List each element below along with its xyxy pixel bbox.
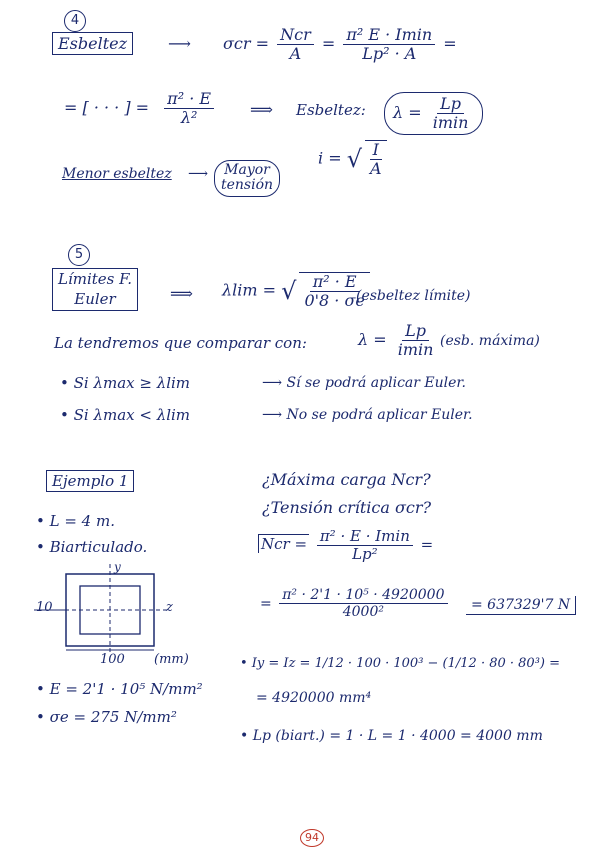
thickness-label: 10 [36, 600, 53, 615]
case-2-condition: • Si λmax < λlim [60, 406, 191, 424]
sqrt-sign: √ [281, 276, 297, 305]
denominator: 0'8 · σe [304, 290, 365, 310]
ncr-lhs: Ncr = [258, 534, 309, 553]
esbeltez-label: Esbeltez: [296, 101, 366, 119]
question-critical-stress: ¿Tensión crítica σcr? [262, 498, 432, 517]
esbeltez-heading: Esbeltez [52, 32, 133, 55]
width-label: 100 [100, 652, 125, 667]
denominator: A [370, 158, 382, 178]
slenderness-formula [64, 90, 217, 127]
lambda-definition [384, 92, 483, 135]
oval [214, 160, 280, 197]
inertia-result: = 4920000 mm⁴ [256, 690, 372, 706]
effective-length: • Lp (biart.) = 1 · L = 1 · 4000 = 4000 mm [240, 728, 543, 744]
menor-esbeltez: Menor esbeltez [62, 166, 172, 182]
arrow: ⟶ [188, 166, 209, 182]
ncr-formula [258, 528, 433, 563]
section-4-number: 4 [64, 10, 86, 32]
mayor: Mayor [224, 162, 270, 178]
compare-text: La tendremos que comparar con: [54, 334, 307, 352]
lambda-lhs: λ = [358, 329, 387, 349]
lambda-lhs: λ = [393, 102, 422, 122]
tension: tensión [221, 177, 274, 194]
given-elastic-modulus: • E = 2'1 · 10⁵ N/mm² [36, 680, 203, 698]
limites-euler-heading [52, 268, 138, 311]
axis-z-label: z [166, 600, 173, 615]
given-yield-stress: • σe = 275 N/mm² [36, 708, 177, 726]
denominator: 4000² [342, 604, 384, 621]
denominator: Lp² [352, 544, 378, 563]
heading-line-2: Euler [74, 289, 116, 308]
case-1-condition: • Si λmax ≥ λlim [60, 374, 191, 392]
lambda-max-formula [358, 322, 439, 359]
fraction-pi2e-lambda2 [164, 90, 214, 127]
denominator: imin [397, 339, 434, 359]
numerator: π² · E [164, 90, 214, 109]
numerator: π² E · Imin [343, 26, 435, 45]
case-2-result: ⟶ No se podrá aplicar Euler. [262, 407, 473, 423]
fraction-lp-imin [430, 95, 472, 132]
given-biarticulated: • Biarticulado. [36, 538, 148, 556]
ncr-result: = 637329'7 N [466, 596, 576, 615]
numerator: π² · 2'1 · 10⁵ · 4920000 [279, 588, 447, 604]
denominator: imin [432, 112, 469, 132]
fraction-euler [343, 26, 435, 63]
example-heading: Ejemplo 1 [46, 470, 134, 492]
denominator: Lp² · A [362, 43, 417, 63]
moment-of-inertia: • Iy = Iz = 1/12 · 100 · 100³ − (1/12 · 80 · 80³) = [240, 656, 561, 671]
ellipsis-bracket: = [ · · · ] = [64, 97, 150, 117]
denominator: A [289, 43, 302, 63]
equals: = [260, 596, 272, 613]
case-1-result: ⟶ Sí se podrá aplicar Euler. [262, 375, 466, 391]
fraction-ncr-a [277, 26, 314, 63]
question-max-load: ¿Máxima carga Ncr? [262, 470, 431, 489]
ncr-substitution [260, 588, 451, 620]
equals: = [443, 33, 457, 53]
critical-stress-formula [223, 26, 457, 63]
cross-section-figure [30, 560, 210, 660]
units-label: (mm) [154, 652, 189, 667]
lambda-oval [384, 92, 483, 135]
radius-of-gyration [318, 140, 390, 178]
fraction-ncr-values [279, 588, 447, 620]
arrow: ⟶ [168, 34, 191, 53]
denominator: λ² [180, 107, 198, 127]
lambda-lim-formula [222, 272, 373, 310]
numerator: π² · E [310, 273, 360, 292]
implies-arrow: ⟹ [250, 100, 273, 119]
axis-y-label: y [114, 560, 121, 574]
numerator: π² · E · Imin [317, 528, 413, 546]
esbeltez-limite: (esbeltez límite) [356, 288, 471, 304]
equals: = [321, 33, 336, 53]
sigma-cr-symbol: σcr [223, 33, 251, 53]
heading-line-1: Límites F. [58, 270, 132, 288]
sqrt-sign: √ [346, 144, 362, 173]
implies-arrow: ⟹ [170, 284, 193, 303]
given-length: • L = 4 m. [36, 512, 115, 530]
i-lhs: i = [318, 148, 342, 168]
mayor-tension-oval [214, 160, 280, 197]
equals: = [255, 33, 270, 53]
fraction-i-a [365, 140, 387, 178]
fraction-ncr [317, 528, 413, 563]
numerator: I [370, 141, 382, 160]
esb-maxima: (esb. máxima) [440, 333, 540, 349]
numerator: Lp [437, 95, 464, 114]
numerator: Lp [402, 322, 429, 341]
page-number: 94 [300, 829, 324, 847]
numerator: Ncr [277, 26, 314, 45]
equals: = [420, 535, 434, 554]
section-5-number: 5 [68, 244, 90, 266]
lambda-lim: λlim = [222, 280, 277, 300]
fraction-lp-imin [395, 322, 437, 359]
